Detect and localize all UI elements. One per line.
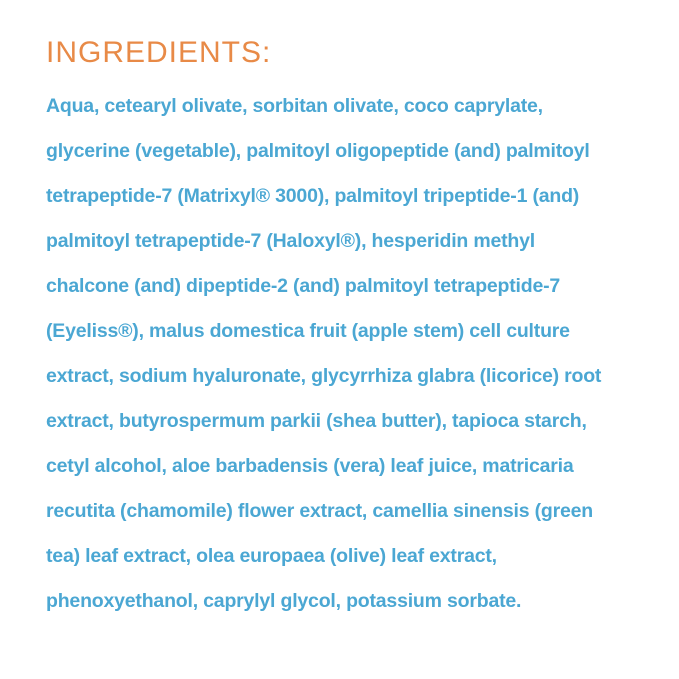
ingredients-line: tetrapeptide-7 (Matrixyl® 3000), palmitoyl tripeptide-1 (and) (46, 185, 580, 207)
ingredients-line: (Eyeliss®), malus domestica fruit (apple stem) cell culture (46, 320, 570, 342)
ingredients-line: recutita (chamomile) flower extract, camellia sinensis (green (46, 500, 594, 522)
ingredients-line: extract, sodium hyaluronate, glycyrrhiza glabra (licorice) root (46, 365, 602, 387)
ingredients-line: Aqua, cetearyl olivate, sorbitan olivate, coco caprylate, (46, 95, 543, 117)
ingredients-line: cetyl alcohol, aloe barbadensis (vera) leaf juice, matricaria (46, 455, 574, 477)
ingredients-line: glycerine (vegetable), palmitoyl oligopeptide (and) palmitoyl (46, 140, 590, 162)
ingredients-line: tea) leaf extract, olea europaea (olive) leaf extract, (46, 545, 497, 567)
ingredients-text (46, 84, 635, 624)
ingredients-line: palmitoyl tetrapeptide-7 (Haloxyl®), hesperidin methyl (46, 230, 536, 252)
ingredients-line: extract, butyrospermum parkii (shea butter), tapioca starch, (46, 410, 587, 432)
ingredients-line: phenoxyethanol, caprylyl glycol, potassium sorbate. (46, 590, 522, 612)
ingredients-heading: INGREDIENTS: (46, 36, 272, 69)
ingredients-line: chalcone (and) dipeptide-2 (and) palmitoyl tetrapeptide-7 (46, 275, 561, 297)
